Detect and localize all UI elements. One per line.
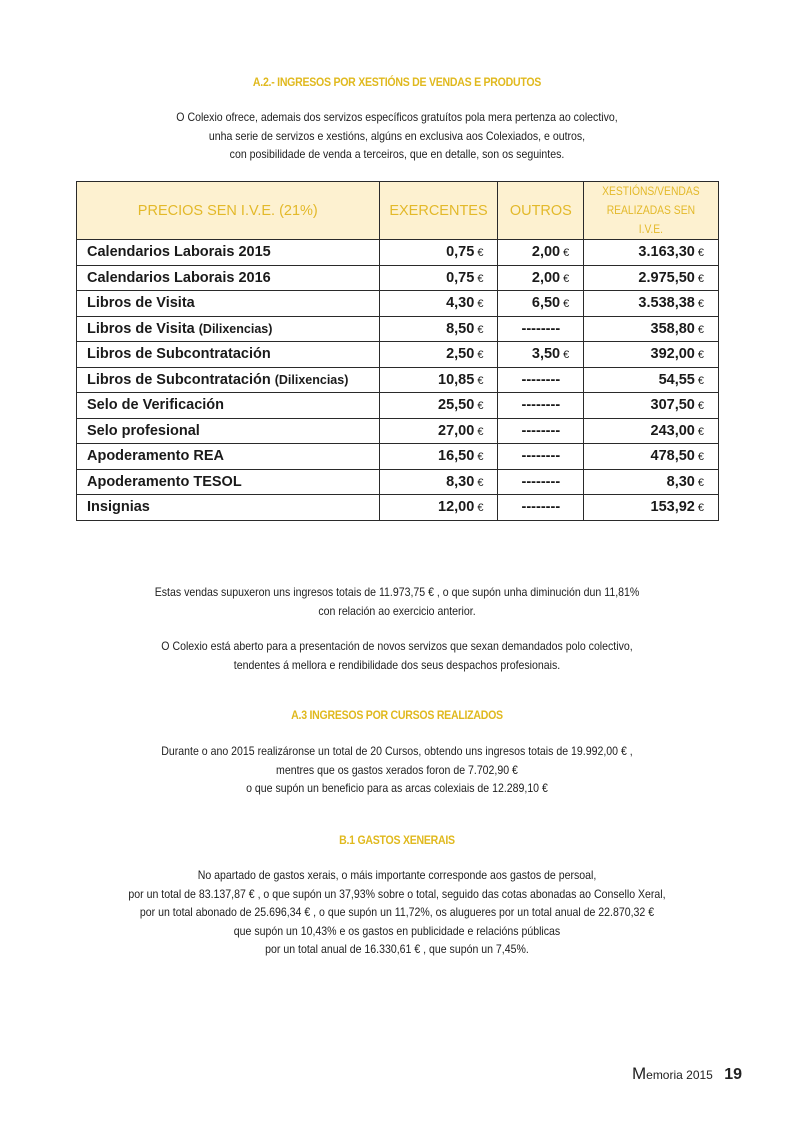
product-name-text: Selo profesional — [87, 422, 200, 439]
price-outros — [498, 444, 584, 470]
sales-total — [584, 240, 719, 266]
price-exercentes — [379, 418, 498, 444]
euro-symbol: € — [477, 272, 484, 285]
sales-total-value: 307,50 — [650, 397, 695, 414]
product-name-text: Apoderamento REA — [87, 448, 224, 465]
euro-symbol: € — [477, 323, 484, 336]
price-exercentes — [379, 444, 498, 470]
product-name-text: Selo de Verificación — [87, 397, 224, 414]
price-outros — [498, 367, 584, 393]
intro-line: con posibilidade de venda a terceiros, que en detalle, son os seguintes. — [229, 147, 565, 161]
price-exercentes-value: 12,00 — [438, 499, 475, 516]
price-outros — [498, 418, 584, 444]
price-exercentes — [379, 367, 498, 393]
table-row — [77, 495, 719, 521]
euro-symbol: € — [477, 425, 484, 438]
price-outros-value: 2,00 — [531, 244, 561, 261]
table-body — [77, 240, 719, 521]
b1-line: por un total de 83.137,87 € , o que supón un 37,93% sobre o total, seguido das cotas abonadas ao Consello Xeral, — [128, 886, 666, 901]
euro-symbol: € — [697, 374, 704, 387]
euro-symbol: € — [697, 425, 704, 438]
price-exercentes-value: 0,75 — [446, 269, 475, 286]
euro-symbol: € — [697, 247, 704, 260]
price-outros-value: -------- — [521, 397, 561, 414]
product-name — [77, 393, 380, 419]
product-note: (Dilixencias) — [198, 321, 273, 336]
product-name — [77, 291, 380, 317]
euro-symbol: € — [697, 298, 704, 311]
price-outros — [498, 342, 584, 368]
price-outros — [498, 240, 584, 266]
price-outros — [498, 291, 584, 317]
sales-total-value: 2.975,50 — [638, 269, 695, 286]
sales-total — [584, 495, 719, 521]
sales-summary — [0, 583, 794, 620]
product-name-text: Calendarios Laborais 2015 — [87, 244, 271, 261]
product-name — [77, 444, 380, 470]
product-name — [77, 316, 380, 342]
sales-total — [584, 393, 719, 419]
price-exercentes-value: 16,50 — [438, 448, 475, 465]
price-exercentes — [379, 316, 498, 342]
euro-symbol: € — [563, 349, 570, 362]
euro-symbol: € — [477, 247, 484, 260]
price-outros-value: -------- — [521, 448, 561, 465]
b1-line: por un total abonado de 25.696,34 € , o que supón un 11,72%, os alugueres por un total anual de 22.870,32 € — [139, 905, 655, 919]
new-services-note — [0, 637, 794, 674]
product-name — [77, 418, 380, 444]
section-b1-title: B.1 GASTOS XENERAIS — [339, 833, 455, 847]
product-name-text: Insignias — [87, 499, 150, 516]
euro-symbol: € — [477, 476, 484, 489]
euro-symbol: € — [563, 298, 570, 311]
table-row — [77, 240, 719, 266]
a3-line: mentres que os gastos xerados foron de 7.702,90 € — [276, 762, 518, 777]
section-a3-title: A.3 INGRESOS POR CURSOS REALIZADOS — [291, 708, 503, 722]
summary-line: O Colexio está aberto para a presentación de novos servizos que sexan demandados polo colectivo, — [161, 639, 633, 653]
b1-line: que supón un 10,43% e os gastos en publicidade e relacións públicas — [233, 923, 561, 938]
b1-line: No apartado de gastos xerais, o máis importante corresponde aos gastos de persoal, — [197, 868, 597, 882]
table-row — [77, 367, 719, 393]
product-name — [77, 367, 380, 393]
header-xestions-vendas: XESTIÓNS/VENDAS REALIZADAS SEN I.V.E. — [584, 182, 719, 240]
price-outros — [498, 469, 584, 495]
euro-symbol: € — [477, 349, 484, 362]
sales-total — [584, 418, 719, 444]
price-exercentes — [379, 342, 498, 368]
price-outros-value: -------- — [521, 371, 561, 388]
euro-symbol: € — [697, 272, 704, 285]
price-exercentes-value: 8,30 — [446, 473, 475, 490]
product-name-text: Libros de Subcontratación — [87, 346, 271, 363]
product-name — [77, 495, 380, 521]
product-name-text: Libros de Visita — [87, 295, 195, 312]
sales-total — [584, 367, 719, 393]
table-row — [77, 393, 719, 419]
table-row — [77, 316, 719, 342]
summary-line: Estas vendas supuxeron uns ingresos totais de 11.973,75 € , o que supón unha diminución dun 11,81% — [154, 585, 640, 599]
euro-symbol: € — [697, 502, 704, 515]
intro-line: unha serie de servizos e xestións, algúns en exclusiva aos Colexiados, e outros, — [208, 128, 586, 143]
section-a2-title: A.2.- INGRESOS POR XESTIÓNS DE VENDAS E PRODUTOS — [252, 75, 542, 89]
sales-total-value: 392,00 — [650, 346, 695, 363]
sales-total — [584, 469, 719, 495]
a3-line: Durante o ano 2015 realizáronse un total de 20 Cursos, obtendo uns ingresos totais de 19.992,00 € , — [161, 744, 633, 758]
product-name — [77, 240, 380, 266]
sales-total — [584, 342, 719, 368]
euro-symbol: € — [697, 323, 704, 336]
product-name-text: Libros de Subcontratación — [87, 371, 271, 388]
euro-symbol: € — [477, 451, 484, 464]
price-outros — [498, 495, 584, 521]
price-exercentes-value: 10,85 — [438, 371, 475, 388]
price-exercentes — [379, 393, 498, 419]
section-b1-text — [0, 866, 794, 959]
a3-line: o que supón un beneficio para as arcas colexiais de 12.289,10 € — [246, 781, 548, 795]
footer-title: emoria 2015 — [646, 1068, 713, 1082]
euro-symbol: € — [697, 476, 704, 489]
price-outros — [498, 265, 584, 291]
intro-line: O Colexio ofrece, ademais dos servizos específicos gratuítos pola mera pertenza ao colectivo, — [176, 110, 618, 124]
sales-total — [584, 316, 719, 342]
header-prices: PRECIOS SEN I.V.E. (21%) — [77, 182, 380, 240]
euro-symbol: € — [563, 247, 570, 260]
price-exercentes — [379, 495, 498, 521]
price-outros — [498, 393, 584, 419]
sales-total-value: 243,00 — [650, 422, 695, 439]
price-outros-value: -------- — [521, 320, 561, 337]
sales-total — [584, 444, 719, 470]
table-row — [77, 469, 719, 495]
price-exercentes-value: 0,75 — [446, 244, 475, 261]
price-outros-value: 2,00 — [531, 269, 561, 286]
sales-total — [584, 291, 719, 317]
product-name-text: Calendarios Laborais 2016 — [87, 269, 271, 286]
sales-total-value: 3.163,30 — [638, 244, 695, 261]
page-number: 19 — [724, 1066, 742, 1083]
euro-symbol: € — [477, 502, 484, 515]
price-exercentes-value: 25,50 — [438, 397, 475, 414]
sales-total-value: 54,55 — [658, 371, 695, 388]
euro-symbol: € — [697, 349, 704, 362]
euro-symbol: € — [477, 298, 484, 311]
euro-symbol: € — [477, 400, 484, 413]
price-exercentes — [379, 240, 498, 266]
summary-line: tendentes á mellora e rendibilidade dos seus despachos profesionais. — [233, 657, 561, 672]
table-row — [77, 418, 719, 444]
page-footer — [632, 1064, 742, 1084]
product-name — [77, 342, 380, 368]
price-outros-value: 3,50 — [531, 346, 561, 363]
section-a2-intro — [0, 108, 794, 164]
header-exercentes: EXERCENTES — [379, 182, 498, 240]
euro-symbol: € — [697, 400, 704, 413]
price-outros-value: -------- — [521, 422, 561, 439]
sales-total-value: 8,30 — [666, 473, 695, 490]
price-exercentes — [379, 265, 498, 291]
price-exercentes — [379, 469, 498, 495]
section-a3-text — [0, 742, 794, 798]
table-row — [77, 265, 719, 291]
price-exercentes-value: 2,50 — [446, 346, 475, 363]
sales-total-value: 478,50 — [650, 448, 695, 465]
price-outros-value: 6,50 — [531, 295, 561, 312]
b1-line: por un total anual de 16.330,61 € , que supón un 7,45%. — [265, 942, 529, 956]
euro-symbol: € — [697, 451, 704, 464]
summary-line: con relación ao exercicio anterior. — [318, 603, 476, 618]
table-row — [77, 291, 719, 317]
table-row — [77, 342, 719, 368]
price-outros-value: -------- — [521, 473, 561, 490]
footer-initial: M — [631, 1064, 647, 1083]
price-outros — [498, 316, 584, 342]
price-exercentes — [379, 291, 498, 317]
table-header-row — [77, 182, 719, 240]
price-exercentes-value: 4,30 — [446, 295, 475, 312]
product-note: (Dilixencias) — [274, 372, 349, 387]
product-name-text: Libros de Visita — [87, 320, 195, 337]
price-outros-value: -------- — [521, 499, 561, 516]
product-name — [77, 469, 380, 495]
sales-total-value: 3.538,38 — [638, 295, 695, 312]
sales-total — [584, 265, 719, 291]
euro-symbol: € — [563, 272, 570, 285]
product-name-text: Apoderamento TESOL — [87, 473, 242, 490]
product-name — [77, 265, 380, 291]
sales-total-value: 358,80 — [650, 320, 695, 337]
table-row — [77, 444, 719, 470]
euro-symbol: € — [477, 374, 484, 387]
price-exercentes-value: 27,00 — [438, 422, 475, 439]
sales-total-value: 153,92 — [650, 499, 695, 516]
header-outros: OUTROS — [498, 182, 584, 240]
prices-table — [76, 181, 719, 521]
price-exercentes-value: 8,50 — [446, 320, 475, 337]
